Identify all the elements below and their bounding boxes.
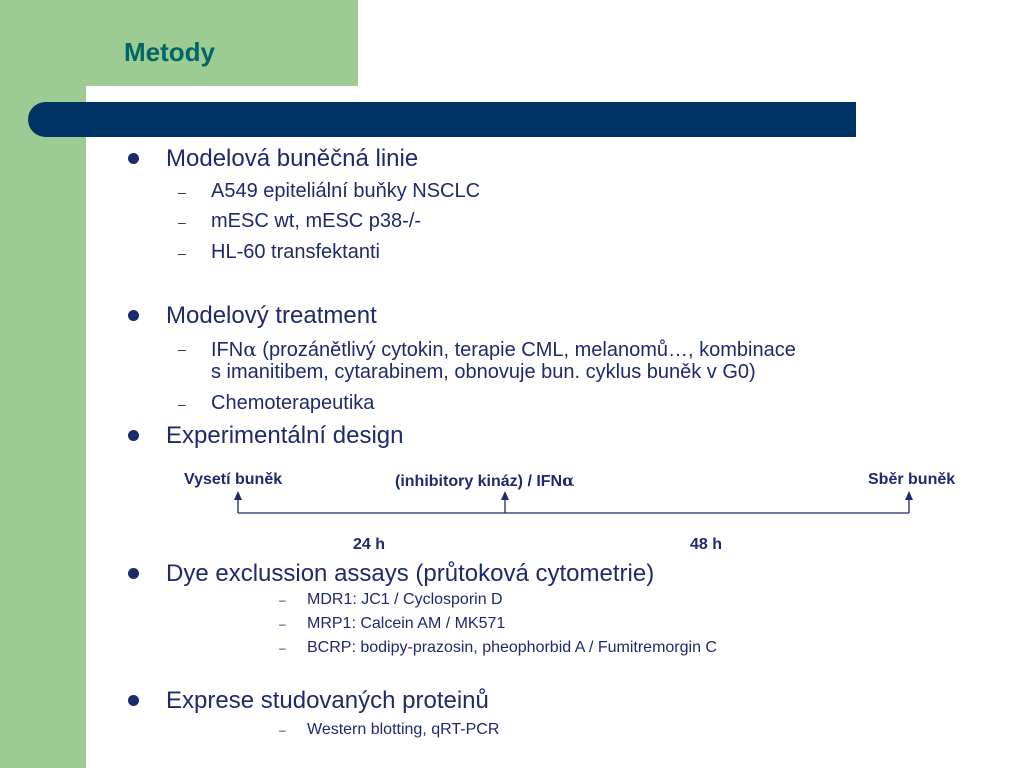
arrow-up-icon	[501, 491, 509, 500]
subitem-label: Chemoterapeutika	[211, 392, 375, 414]
timeline-start-label: Vysetí buněk	[184, 471, 283, 488]
slide-title: Metody	[124, 37, 215, 67]
dash-icon: –	[178, 245, 186, 261]
bullet-label: Experimentální design	[166, 422, 404, 449]
timeline-end-label: Sběr buněk	[868, 471, 956, 488]
bullet-label: Exprese studovaných proteinů	[166, 687, 489, 714]
bullet-dot-icon	[128, 568, 139, 579]
subitem-label: MRP1: Calcein AM / MK571	[307, 615, 506, 632]
bullet-label: Dye exclussion assays (průtoková cytometrie)	[166, 560, 655, 587]
subitem-label: mESC wt, mESC p38-/-	[211, 210, 422, 232]
timeline-interval-24h: 24 h	[353, 536, 386, 553]
bullet-dot-icon	[128, 695, 139, 706]
bullet-protein-expression	[166, 687, 489, 715]
subitem-label: (prozánětlivý cytokin, terapie CML, melanomů…, kombinace	[256, 339, 796, 361]
dash-icon: –	[279, 593, 286, 607]
subitem-label: HL-60 transfektanti	[211, 241, 380, 263]
subitem-label: s imanitibem, cytarabinem, obnovuje bun. cyklus buněk v G0)	[211, 361, 756, 383]
dash-icon: –	[279, 617, 286, 631]
dash-icon: –	[178, 341, 186, 357]
subitem-label: BCRP: bodipy-prazosin, pheophorbid A / Fumitremorgin C	[307, 639, 717, 656]
timeline-middle-label	[395, 471, 574, 491]
bullet-dye-exclusion	[166, 560, 654, 588]
subitem	[279, 615, 506, 633]
dash-icon: –	[279, 641, 286, 655]
alpha-symbol: α	[243, 337, 257, 361]
dash-icon: –	[279, 723, 286, 737]
subitem-label: Western blotting, qRT-PCR	[307, 721, 500, 738]
arrow-up-icon	[234, 491, 242, 500]
dash-icon: –	[178, 396, 186, 412]
subitem-label: MDR1: JC1 / Cyclosporin D	[307, 591, 503, 608]
timeline-interval-48h: 48 h	[690, 536, 723, 553]
subitem	[279, 721, 500, 739]
dash-icon: –	[178, 214, 186, 230]
subitem	[279, 639, 717, 657]
arrow-up-icon	[905, 491, 913, 500]
ifn-prefix: IFN	[211, 339, 244, 361]
bullet-label: Modelová buněčná linie	[166, 145, 419, 172]
subitem	[279, 591, 503, 609]
bullet-label: Modelový treatment	[166, 302, 377, 329]
subitem-label: A549 epiteliální buňky NSCLC	[211, 180, 481, 202]
alpha-symbol: α	[562, 471, 575, 490]
timeline-middle-text: (inhibitory kináz) / IFN	[395, 473, 563, 490]
dash-icon: –	[178, 184, 186, 200]
